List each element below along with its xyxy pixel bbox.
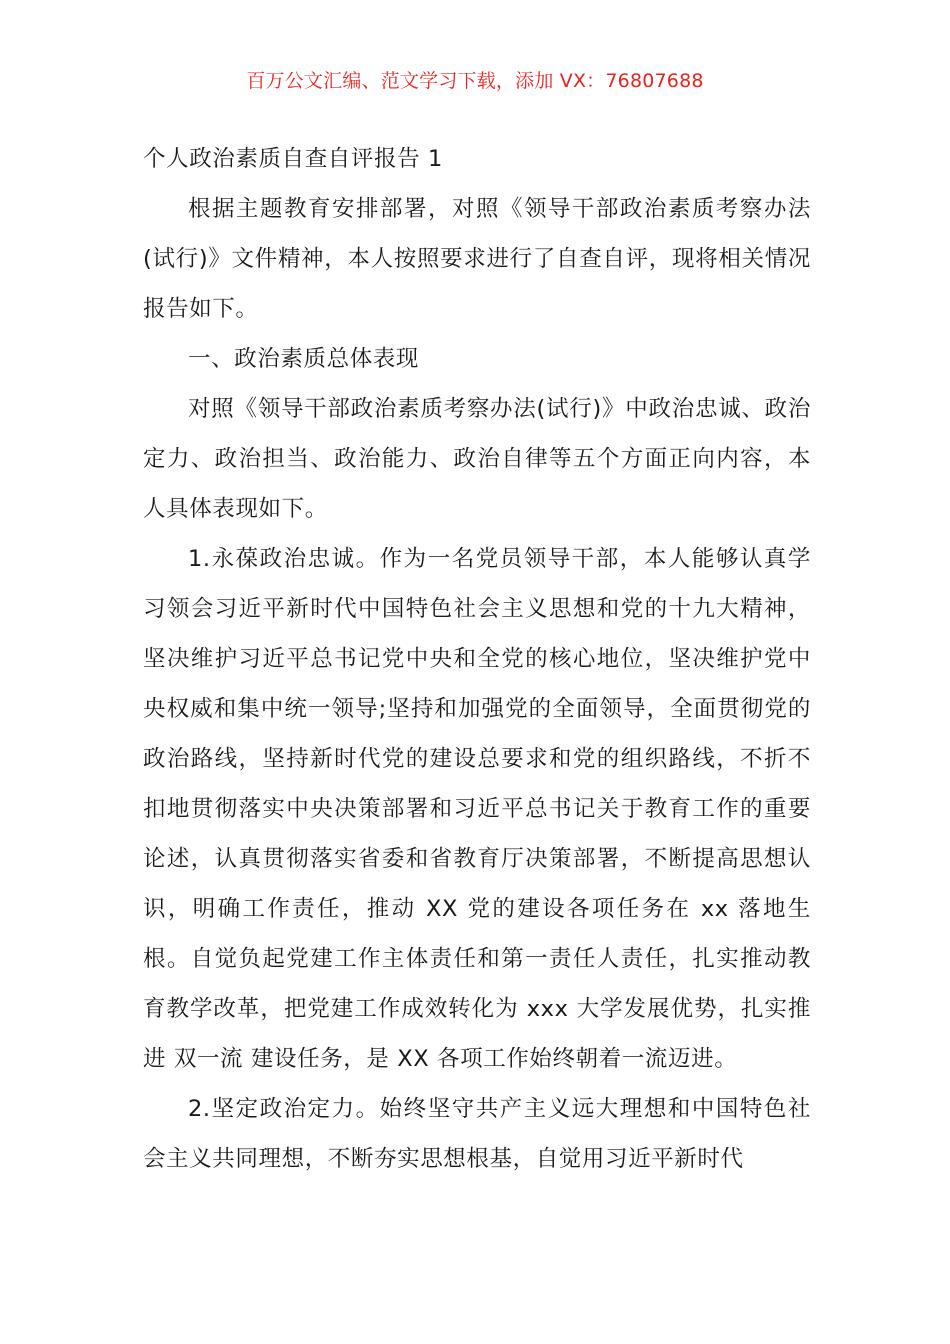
item-paragraph-1: 1.永葆政治忠诚。作为一名党员领导干部，本人能够认真学习领会习近平新时代中国特色社会主义思想和党的十九大精神，坚决维护习近平总书记党中央和全党的核心地位，坚决维护党中央权威和集中统一领导;坚持和加强党的全面领导，全面贯彻党的政治路线，坚持新时代党的建设总要求和党的组织路线，不折不扣地贯彻落实中央决策部署和习近平总书记关于教育工作的重要论述，认真贯彻落实省委和省教育厅决策部署，不断提高思想认识，明确工作责任，推动 XX 党的建设各项任务在 xx 落地生根。自觉负起党建工作主体责任和第一责任人责任，扎实推动教育教学改革，把党建工作成效转化为 xxx 大学发展优势，扎实推进 双一流 建设任务，是 XX 各项工作始终朝着一流迈进。 — [143, 546, 811, 1072]
section-intro-paragraph: 对照《领导干部政治素质考察办法(试行)》中政治忠诚、政治定力、政治担当、政治能力、政治自律等五个方面正向内容，本人具体表现如下。 — [143, 396, 811, 522]
section-heading: 一、政治素质总体表现 — [188, 346, 420, 372]
document-title: 个人政治素质自查自评报告 1 — [143, 146, 443, 172]
item-paragraph-2: 2.坚定政治定力。始终坚守共产主义远大理想和中国特色社会主义共同理想，不断夯实思想根基，自觉用习近平新时代 — [143, 1096, 811, 1172]
document-body — [143, 134, 811, 1184]
download-banner: 百万公文汇编、范文学习下载，添加 VX：76807688 — [246, 70, 704, 92]
intro-paragraph: 根据主题教育安排部署，对照《领导干部政治素质考察办法(试行)》文件精神，本人按照要求进行了自查自评，现将相关情况报告如下。 — [143, 196, 811, 322]
